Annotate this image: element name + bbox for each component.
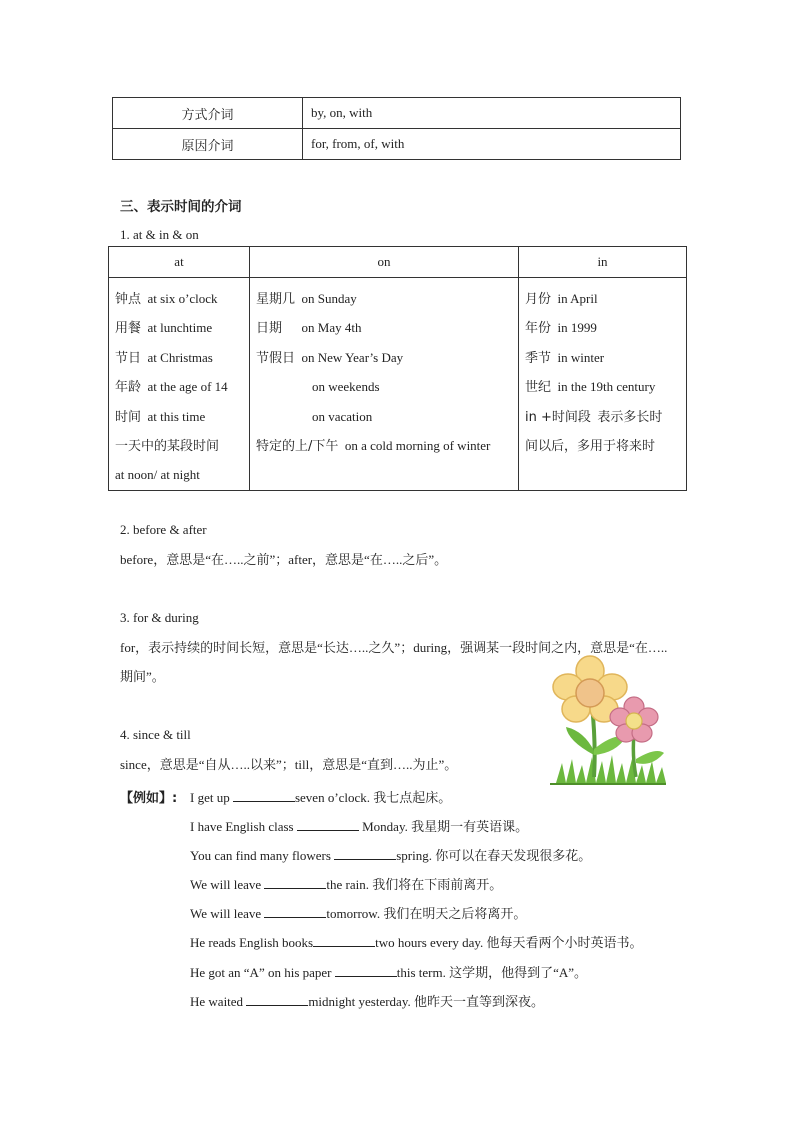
paragraph: for，表示持续的时间长短，意思是“长达…..之久”；during，强调某一段时间之内，意思是“在…..期间”。	[120, 640, 668, 685]
list-item	[115, 402, 249, 431]
paragraph: since，意思是“自从…..以来”；till，意思是“直到…..为止”。	[120, 757, 458, 772]
table-row	[109, 278, 687, 491]
example: on New Year’s Day	[301, 349, 404, 365]
list-item	[256, 284, 518, 313]
sentence-end: tomorrow. 我们在明天之后将离开。	[326, 906, 527, 921]
label: in +时间段	[525, 409, 591, 425]
example-sentence	[190, 962, 587, 981]
example: in April	[557, 291, 598, 306]
label: 特定的上/下午	[256, 438, 339, 454]
label: 日期	[256, 321, 283, 337]
answer-blank[interactable]	[264, 875, 326, 889]
list-item	[525, 372, 686, 401]
table-cell: 方式介词	[113, 98, 303, 129]
example-sentence	[190, 874, 502, 893]
section-heading: 三、表示时间的介词	[120, 199, 242, 215]
sentence-start: He got an “A” on his paper	[190, 965, 335, 980]
example-label: 【例如】:	[120, 791, 178, 806]
example-sentence	[190, 845, 591, 864]
list-item	[525, 343, 686, 372]
example: on vacation	[312, 408, 373, 424]
label: 年份	[525, 321, 552, 337]
on-column-cell	[250, 278, 519, 491]
sentence-start: He waited	[190, 994, 247, 1009]
list-item	[115, 372, 249, 401]
sentence-start: We will leave	[190, 906, 265, 921]
list-item	[115, 343, 249, 372]
table-row	[113, 98, 681, 129]
example-sentence	[190, 816, 528, 835]
list-item	[115, 313, 249, 342]
list-item	[525, 313, 686, 342]
answer-blank[interactable]	[334, 846, 396, 860]
answer-blank[interactable]	[335, 963, 397, 977]
sentence-end: this term. 这学期，他得到了“A”。	[396, 965, 588, 980]
list-item	[256, 313, 518, 342]
answer-blank[interactable]	[297, 817, 359, 831]
at-column-cell	[109, 278, 250, 491]
example: at lunchtime	[147, 320, 213, 336]
list-item	[256, 343, 518, 372]
sentence-end: spring. 你可以在春天发现很多花。	[396, 848, 592, 863]
label: 节假日	[256, 350, 296, 366]
label: 间以后，多用于将来时	[525, 438, 656, 454]
example-sentence	[190, 903, 526, 922]
answer-blank[interactable]	[313, 933, 375, 947]
list-item	[115, 284, 249, 313]
flower-illustration	[548, 655, 670, 785]
example: at Christmas	[147, 349, 213, 365]
time-preposition-table	[108, 246, 687, 491]
list-item	[525, 431, 686, 460]
label: 时间	[115, 409, 142, 425]
example: on Sunday	[301, 291, 357, 306]
column-header: on	[250, 247, 519, 278]
answer-blank[interactable]	[233, 788, 295, 802]
label: 星期几	[256, 292, 296, 307]
sentence-end: seven o’clock. 我七点起床。	[294, 790, 452, 805]
sentence-start: He reads English books	[190, 935, 314, 950]
list-item	[256, 372, 518, 401]
table-header-row	[109, 247, 687, 278]
label: 节日	[115, 350, 142, 366]
paragraph: before，意思是“在…..之前”；after，意思是“在…..之后”。	[120, 552, 448, 567]
subheading: 3. for & during	[120, 610, 199, 625]
example: at noon/ at night	[115, 467, 200, 483]
label: 月份	[525, 292, 552, 307]
preposition-type-table	[112, 97, 681, 160]
sentence-start: I get up	[190, 790, 233, 805]
example: at the age of 14	[147, 379, 228, 395]
subheading: 4. since & till	[120, 727, 191, 742]
label: 用餐	[115, 321, 142, 337]
column-header: at	[109, 247, 250, 278]
example-sentence	[190, 991, 544, 1010]
sentence-start: I have English class	[190, 819, 297, 834]
subheading: 2. before & after	[120, 522, 207, 537]
answer-blank[interactable]	[246, 992, 308, 1006]
example: in winter	[557, 349, 605, 365]
example: on May 4th	[301, 320, 362, 336]
example-sentence	[190, 787, 451, 806]
subheading: 1. at & in & on	[120, 227, 199, 242]
example: 表示多长时	[597, 409, 663, 425]
in-column-cell	[519, 278, 687, 491]
example: in 1999	[557, 320, 597, 336]
sentence-end: Monday. 我星期一有英语课。	[358, 819, 529, 834]
table-cell: 原因介词	[113, 129, 303, 160]
example: on weekends	[312, 379, 380, 395]
example: at this time	[147, 408, 206, 424]
label: 季节	[525, 350, 552, 366]
table-cell: for, from, of, with	[303, 129, 681, 160]
column-header: in	[519, 247, 687, 278]
example: at six o’clock	[147, 291, 218, 306]
sentence-end: two hours every day. 他每天看两个小时英语书。	[375, 935, 643, 950]
list-item	[256, 402, 518, 431]
list-item	[256, 431, 518, 460]
label: 一天中的某段时间	[115, 438, 220, 454]
list-item	[115, 460, 249, 489]
sentence-end: midnight yesterday. 他昨天一直等到深夜。	[308, 994, 544, 1009]
example: on a cold morning of winter	[344, 437, 491, 453]
list-item	[115, 431, 249, 460]
list-item	[525, 402, 686, 431]
answer-blank[interactable]	[264, 904, 326, 918]
sentence-start: We will leave	[190, 877, 265, 892]
list-item	[525, 284, 686, 313]
example: in the 19th century	[557, 379, 656, 395]
sentence-end: the rain. 我们将在下雨前离开。	[326, 877, 503, 892]
table-cell: by, on, with	[303, 98, 681, 129]
sentence-start: You can find many flowers	[190, 848, 335, 863]
example-sentence	[190, 932, 643, 951]
label: 年龄	[115, 380, 142, 396]
label: 世纪	[525, 380, 552, 396]
table-row	[113, 129, 681, 160]
label: 钟点	[115, 292, 142, 307]
